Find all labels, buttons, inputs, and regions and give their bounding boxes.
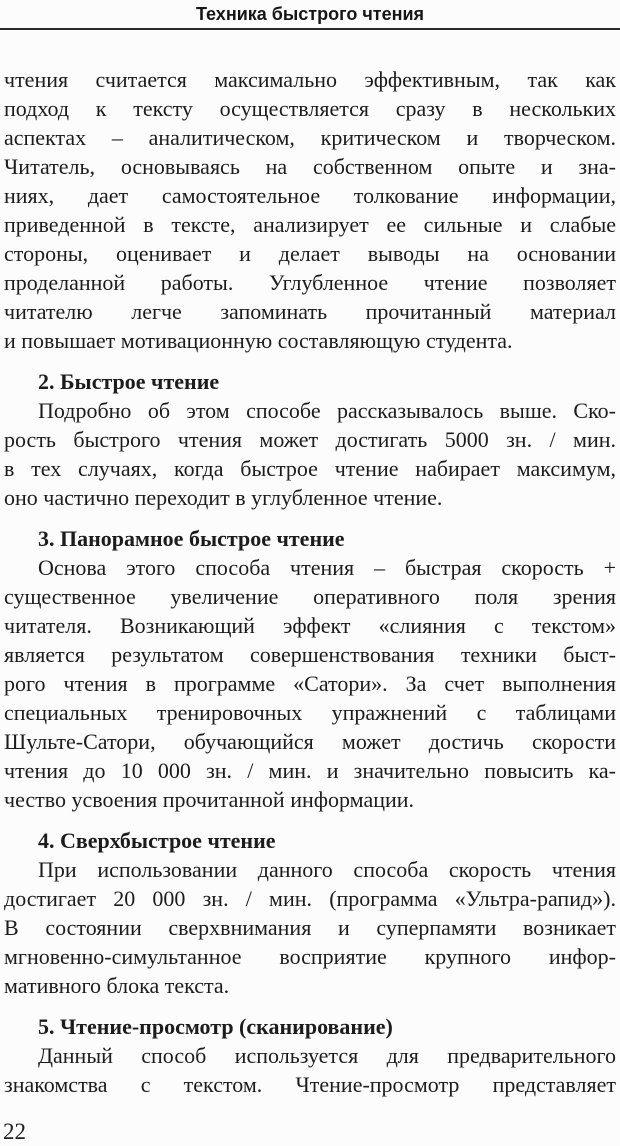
text-line: Шульте-Сатори, обучающийся может достичь скорости (4, 729, 616, 754)
text-line: в тех случаях, когда быстрое чтение набирает максимум, (4, 456, 616, 481)
paragraph (4, 396, 616, 512)
text-line: читателя. Возникающий эффект «слияния с текстом» (4, 613, 616, 638)
text-line: мативного блока текста. (4, 973, 230, 998)
text-line: мгновенно-симультанное восприятие крупного инфор- (4, 944, 616, 969)
text-line: ниях, дает самостоятельное толкование информации, (4, 183, 616, 208)
text-line: проделанной работы. Углубленное чтение позволяет (4, 270, 616, 295)
page-number: 22 (3, 1119, 26, 1144)
text-line: чтения до 10 000 зн. / мин. и значительно повысить ка- (4, 758, 616, 783)
text-line: подход к тексту осуществляется сразу в нескольких (4, 96, 616, 121)
text-line: Основа этого способа чтения – быстрая скорость + (38, 555, 616, 580)
text-line: достигает 20 000 зн. / мин. (программа «Ультра-рапид»). (4, 886, 616, 911)
text-line: чтения считается максимально эффективным, так как (4, 67, 616, 92)
text-line: стороны, оценивает и делает выводы на основании (4, 241, 616, 266)
text-line: является результатом совершенствования техники быст- (4, 642, 616, 667)
text-line: рого чтения в программе «Сатори». За счет выполнения (4, 671, 616, 696)
paragraph (4, 855, 616, 1000)
text-line: специальных тренировочных упражнений с таблицами (4, 700, 616, 725)
text-line: знакомства с текстом. Чтение-просмотр представляет (4, 1072, 616, 1097)
text-line: оно частично переходит в углубленное чтение. (4, 485, 443, 510)
section-heading: 2. Быстрое чтение (38, 369, 220, 394)
running-header (0, 0, 620, 30)
text-line: существенное увеличение оперативного поля зрения (4, 584, 616, 609)
text-line: рость быстрого чтения может достигать 5000 зн. / мин. (4, 427, 616, 452)
text-line: приведенной в тексте, анализирует ее сильные и слабые (4, 212, 616, 237)
paragraph (4, 65, 616, 355)
text-line: Подробно об этом способе рассказывалось выше. Ско- (38, 398, 616, 423)
text-line: В состоянии сверхвнимания и суперпамяти возникает (4, 915, 616, 940)
running-header-title: Техника быстрого чтения (195, 4, 425, 24)
paragraph (4, 1041, 616, 1099)
page-body (4, 65, 616, 1099)
text-line: аспектах – аналитическом, критическом и творческом. (4, 125, 616, 150)
header-rule (0, 28, 620, 30)
text-line: чество усвоения прочитанной информации. (4, 787, 415, 812)
text-line: Читатель, основываясь на собственном опыте и зна- (4, 154, 616, 179)
text-line: читателю легче запоминать прочитанный материал (4, 299, 616, 324)
paragraph (4, 553, 616, 814)
section-heading: 3. Панорамное быстрое чтение (38, 526, 345, 551)
text-line: При использовании данного способа скорость чтения (38, 857, 616, 882)
section-heading: 5. Чтение-просмотр (сканирование) (38, 1014, 393, 1039)
text-line: и повышает мотивационную составляющую студента. (4, 328, 513, 353)
section-heading: 4. Сверхбыстрое чтение (38, 828, 276, 853)
text-line: Данный способ используется для предварительного (38, 1043, 616, 1068)
